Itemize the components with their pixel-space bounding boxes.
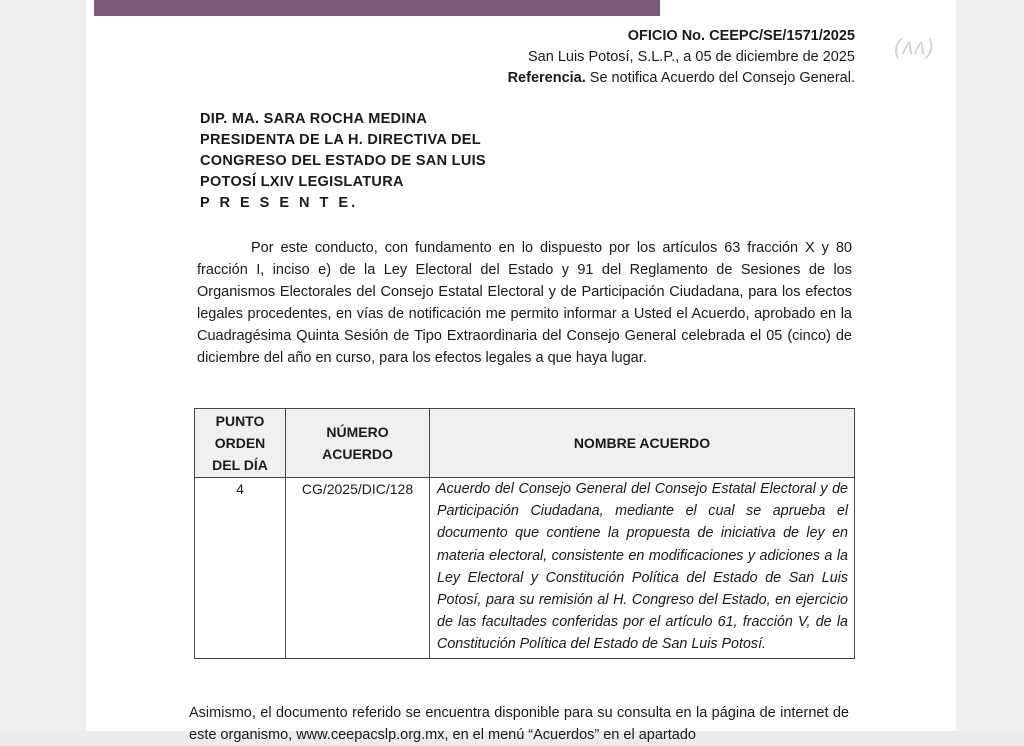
addressee-line: PRESIDENTA DE LA H. DIRECTIVA DEL	[200, 132, 481, 148]
header-punto-line: ORDEN	[214, 435, 266, 451]
oficio-number: OFICIO No. CEEPC/SE/1571/2025	[627, 28, 855, 44]
table-row	[195, 478, 855, 659]
header-punto-line: PUNTO	[215, 413, 265, 429]
table-header-row	[195, 409, 855, 478]
referencia-line	[508, 68, 855, 89]
referencia-text: Se notifica Acuerdo del Consejo General.	[585, 70, 855, 86]
addressee-line: DIP. MA. SARA ROCHA MEDINA	[200, 111, 428, 127]
header-numero-line: ACUERDO	[322, 446, 393, 462]
body-paragraph: Por este conducto, con fundamento en lo dispuesto por los artículos 63 fracción X y 80 fracción I, inciso e) de la Ley Electoral del Estado y 91 del Reglamento de Sesiones de los Organismos Electorales del Consejo Estatal Electoral y de Participación Ciudadana, para los efectos legales procedentes, en vías de notificación me permito informar a Usted el Acuerdo, aprobado en la Cuadragésima Quinta Sesión de Tipo Extraordinaria del Consejo General celebrada el 05 (cinco) de diciembre del año en curso, para los efectos legales a que haya lugar.	[197, 240, 852, 366]
cell-nombre: Acuerdo del Consejo General del Consejo Estatal Electoral y de Participación Ciudadana, mediante el cual se aprueba el documento que contiene la propuesta de iniciativa de ley en materia electoral, consistente en modificaciones y adiciones a la Ley Electoral y Constitución Política del Estado de San Luis Potosí, para su remisión al H. Congreso del Estado, en ejercicio de las facultades conferidas por el artículo 61, fracción V, de la Constitución Política del Estado de San Luis Potosí.	[430, 478, 855, 659]
header-punto-line: DEL DÍA	[212, 457, 268, 473]
letterhead-band	[94, 0, 660, 16]
header-numero	[286, 409, 430, 478]
acuerdos-table	[194, 408, 855, 659]
header-nombre: NOMBRE ACUERDO	[430, 409, 855, 478]
addressee-block	[200, 109, 486, 214]
reference-block	[508, 26, 855, 89]
addressee-line: POTOSÍ LXIV LEGISLATURA	[200, 174, 404, 190]
faint-stamp: (ʌʌ)	[894, 34, 935, 59]
viewer-margin-left	[0, 0, 86, 731]
cell-numero: CG/2025/DIC/128	[286, 478, 430, 659]
closing-paragraph: Asimismo, el documento referido se encuentra disponible para su consulta en la página de internet de este organismo, www.ceepacslp.org.mx, en el menú “Acuerdos” en el apartado	[189, 705, 849, 743]
header-numero-line: NÚMERO	[326, 424, 389, 440]
document-page	[86, 0, 956, 743]
place-date: San Luis Potosí, S.L.P., a 05 de diciembre de 2025	[527, 49, 855, 65]
viewer-margin-right	[956, 0, 1024, 731]
header-punto	[195, 409, 286, 478]
cell-punto: 4	[195, 478, 286, 659]
referencia-label: Referencia.	[507, 70, 586, 86]
presente-line: P R E S E N T E.	[200, 195, 359, 211]
addressee-line: CONGRESO DEL ESTADO DE SAN LUIS	[200, 153, 486, 169]
